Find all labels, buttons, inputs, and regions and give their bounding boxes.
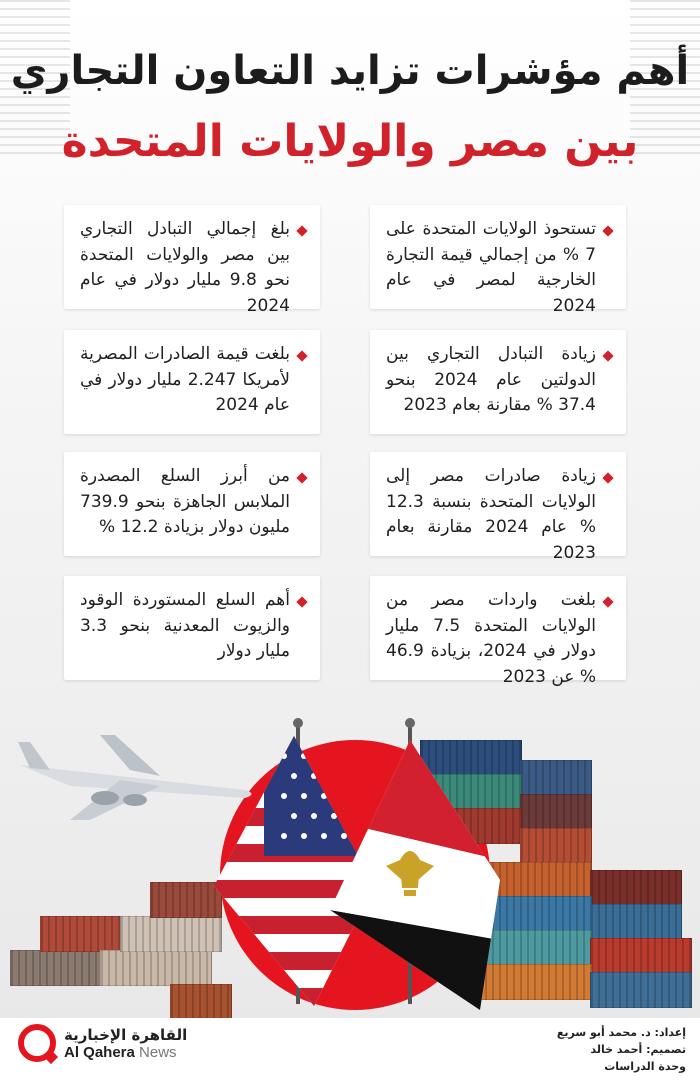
indicator-card (64, 576, 320, 680)
bullet-diamond-icon (602, 350, 613, 361)
credits (557, 1024, 686, 1075)
indicator-card (370, 452, 626, 563)
indicator-card (370, 205, 626, 316)
indicator-card (64, 205, 320, 316)
credit-unit: وحدة الدراسات (604, 1060, 686, 1074)
indicator-card (370, 576, 626, 687)
egypt-flag-icon (330, 740, 500, 1010)
logo-english-main: Al Qahera (64, 1043, 135, 1061)
indicator-card (64, 330, 320, 434)
indicator-text: أهم السلع المستوردة الوقود والزيوت المعدنية بنحو 3.3 مليار دولار (80, 590, 290, 661)
title-line-2: بين مصر والولايات المتحدة (61, 116, 639, 167)
bullet-diamond-icon (296, 225, 307, 236)
bullet-diamond-icon (602, 596, 613, 607)
indicator-text: زيادة التبادل التجاري بين الدولتين عام 2024 بنحو 37.4 % مقارنة بعام 2023 (386, 344, 596, 415)
flag-pole-cap (405, 718, 415, 728)
logo-english-sub: News (139, 1043, 177, 1061)
bullet-diamond-icon (296, 596, 307, 607)
logo-text (64, 1026, 187, 1061)
bullet-diamond-icon (296, 472, 307, 483)
indicator-text: من أبرز السلع المصدرة الملابس الجاهزة بنحو 739.9 مليون دولار بزيادة 12.2 % (80, 466, 290, 537)
logo-english-name (64, 1044, 187, 1061)
bullet-diamond-icon (296, 350, 307, 361)
al-qahera-logo (18, 1024, 187, 1062)
credit-preparation: إعداد: د. محمد أبو سريع (556, 1026, 686, 1039)
indicator-card (64, 452, 320, 556)
indicator-text: تستحوذ الولايات المتحدة على 7 % من إجمالي قيمة التجارة الخارجية لمصر في عام 2024 (386, 219, 596, 316)
footer (0, 1018, 700, 1084)
indicator-text: بلغت قيمة الصادرات المصرية لأمريكا 2.247 مليار دولار في عام 2024 (80, 344, 290, 415)
trade-illustration (0, 700, 700, 1020)
indicator-text: بلغ إجمالي التبادل التجاري بين مصر والولايات المتحدة نحو 9.8 مليار دولار في عام 2024 (80, 219, 290, 316)
indicator-text: زيادة صادرات مصر إلى الولايات المتحدة بنسبة 12.3 % عام 2024 مقارنة بعام 2023 (386, 466, 596, 563)
indicator-text: بلغت واردات مصر من الولايات المتحدة 7.5 مليار دولار في 2024، بزيادة 46.9 % عن 2023 (386, 590, 596, 687)
indicator-card (370, 330, 626, 434)
title-line-1: أهم مؤشرات تزايد التعاون التجاري (10, 48, 690, 94)
al-qahera-logo-icon (18, 1024, 56, 1062)
flag-pole-cap (293, 718, 303, 728)
bullet-diamond-icon (602, 472, 613, 483)
logo-arabic-name: القاهرة الإخبارية (64, 1025, 188, 1044)
bullet-diamond-icon (602, 225, 613, 236)
credit-design: تصميم: أحمد خالد (590, 1043, 686, 1057)
